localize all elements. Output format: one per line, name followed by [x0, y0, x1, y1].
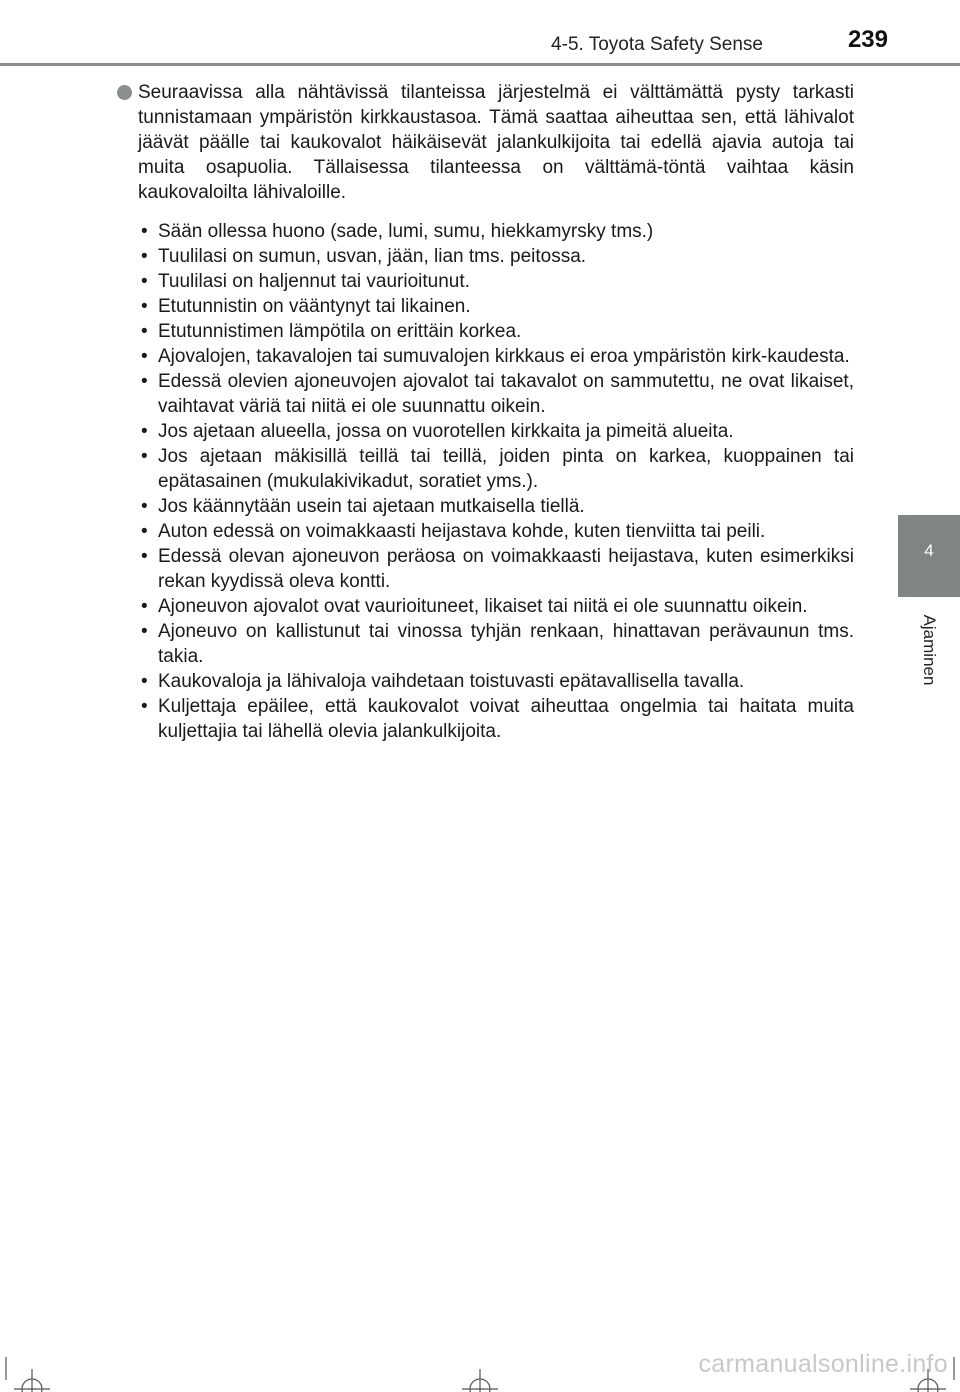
- list-item: [108, 669, 854, 694]
- list-item-text: Auton edessä on voimakkaasti heijastava kohde, kuten tienviitta tai peili.: [158, 521, 766, 542]
- list-item-text: Sään ollessa huono (sade, lumi, sumu, hiekkamyrsky tms.): [158, 221, 654, 242]
- lead-paragraph-block: [108, 80, 854, 205]
- list-item-text: Jos käännytään usein tai ajetaan mutkaisella tiellä.: [158, 496, 585, 517]
- bullet-dot-icon: •: [141, 621, 148, 642]
- chapter-number: 4: [924, 541, 934, 560]
- list-item-text: Tuulilasi on sumun, usvan, jään, lian tms. peitossa.: [158, 246, 587, 267]
- list-item: [108, 419, 854, 444]
- list-item-text: Edessä olevan ajoneuvon peräosa on voimakkaasti heijastava, kuten esimerkiksi rekan kyydissä oleva kontti.: [158, 546, 854, 592]
- list-item: [108, 319, 854, 344]
- list-item-text: Kuljettaja epäilee, että kaukovalot voivat aiheuttaa ongelmia tai haitata muita kuljettajia tai lähellä olevia jalankulkijoita.: [158, 696, 854, 742]
- list-item-text: Etutunnistimen lämpötila on erittäin korkea.: [158, 321, 522, 342]
- bullet-dot-icon: •: [141, 521, 148, 542]
- list-item-text: Tuulilasi on haljennut tai vaurioitunut.: [158, 271, 470, 292]
- list-item-text: Etutunnistin on vääntynyt tai likainen.: [158, 296, 471, 317]
- watermark: carmanualsonline.info: [698, 1350, 948, 1378]
- bullet-dot-icon: •: [141, 446, 148, 467]
- bullet-dot-icon: •: [141, 346, 148, 367]
- bullet-dot-icon: •: [141, 371, 148, 392]
- list-item: [108, 369, 854, 419]
- bullet-dot-icon: •: [141, 546, 148, 567]
- bullet-dot-icon: •: [141, 296, 148, 317]
- bullet-dot-icon: •: [141, 696, 148, 717]
- bullet-dot-icon: •: [141, 321, 148, 342]
- list-item: [108, 694, 854, 744]
- list-item: [108, 544, 854, 594]
- header-rule: [0, 63, 960, 66]
- list-item-text: Ajoneuvo on kallistunut tai vinossa tyhjän renkaan, hinattavan perävaunun tms. takia.: [158, 621, 854, 667]
- list-item: [108, 494, 854, 519]
- condition-list: [108, 219, 854, 744]
- list-item-text: Ajoneuvon ajovalot ovat vaurioituneet, likaiset tai niitä ei ole suunnattu oikein.: [158, 596, 808, 617]
- circle-bullet-icon: [117, 85, 132, 100]
- list-item-text: Ajovalojen, takavalojen tai sumuvalojen kirkkaus ei eroa ympäristön kirk-kaudesta.: [158, 346, 850, 367]
- list-item: [108, 519, 854, 544]
- chapter-tab: [898, 515, 960, 597]
- list-item: [108, 444, 854, 494]
- page-number: 239: [847, 26, 888, 53]
- list-item: [108, 294, 854, 319]
- page-header: [0, 0, 960, 66]
- list-item-text: Jos ajetaan alueella, jossa on vuorotellen kirkkaita ja pimeitä alueita.: [158, 421, 734, 442]
- bullet-dot-icon: •: [141, 421, 148, 442]
- lead-paragraph: Seuraavissa alla nähtävissä tilanteissa järjestelmä ei välttämättä pysty tarkasti tunnistamaan ympäristön kirkkaustasoa. Tämä saattaa aiheuttaa sen, että lähivalot jäävät päälle tai kaukovalot häikäisevät jalankulkijoita tai edellä ajavia autoja tai muita osapuolia. Tällaisessa tilanteessa on välttämä-töntä vaihtaa käsin kaukovaloilta lähivaloille.: [138, 82, 854, 203]
- bullet-dot-icon: •: [141, 496, 148, 517]
- chapter-label: Ajaminen: [920, 614, 939, 686]
- bullet-dot-icon: •: [141, 221, 148, 242]
- list-item-text: Jos ajetaan mäkisillä teillä tai teillä, joiden pinta on karkea, kuoppainen tai epätasainen (mukulakivikadut, soratiet yms.).: [158, 446, 854, 492]
- list-item: [108, 594, 854, 619]
- list-item-text: Kaukovaloja ja lähivaloja vaihdetaan toistuvasti epätavallisella tavalla.: [158, 671, 745, 692]
- list-item: [108, 219, 854, 244]
- list-item: [108, 269, 854, 294]
- list-item: [108, 244, 854, 269]
- list-item: [108, 344, 854, 369]
- section-title: 4-5. Toyota Safety Sense: [551, 34, 763, 55]
- bullet-dot-icon: •: [141, 246, 148, 267]
- bullet-dot-icon: •: [141, 271, 148, 292]
- bullet-dot-icon: •: [141, 671, 148, 692]
- list-item: [108, 619, 854, 669]
- bullet-dot-icon: •: [141, 596, 148, 617]
- main-content: [108, 80, 854, 744]
- list-item-text: Edessä olevien ajoneuvojen ajovalot tai takavalot on sammutettu, ne ovat likaiset, vaihtavat väriä tai niitä ei ole suunnattu oikein.: [158, 371, 854, 417]
